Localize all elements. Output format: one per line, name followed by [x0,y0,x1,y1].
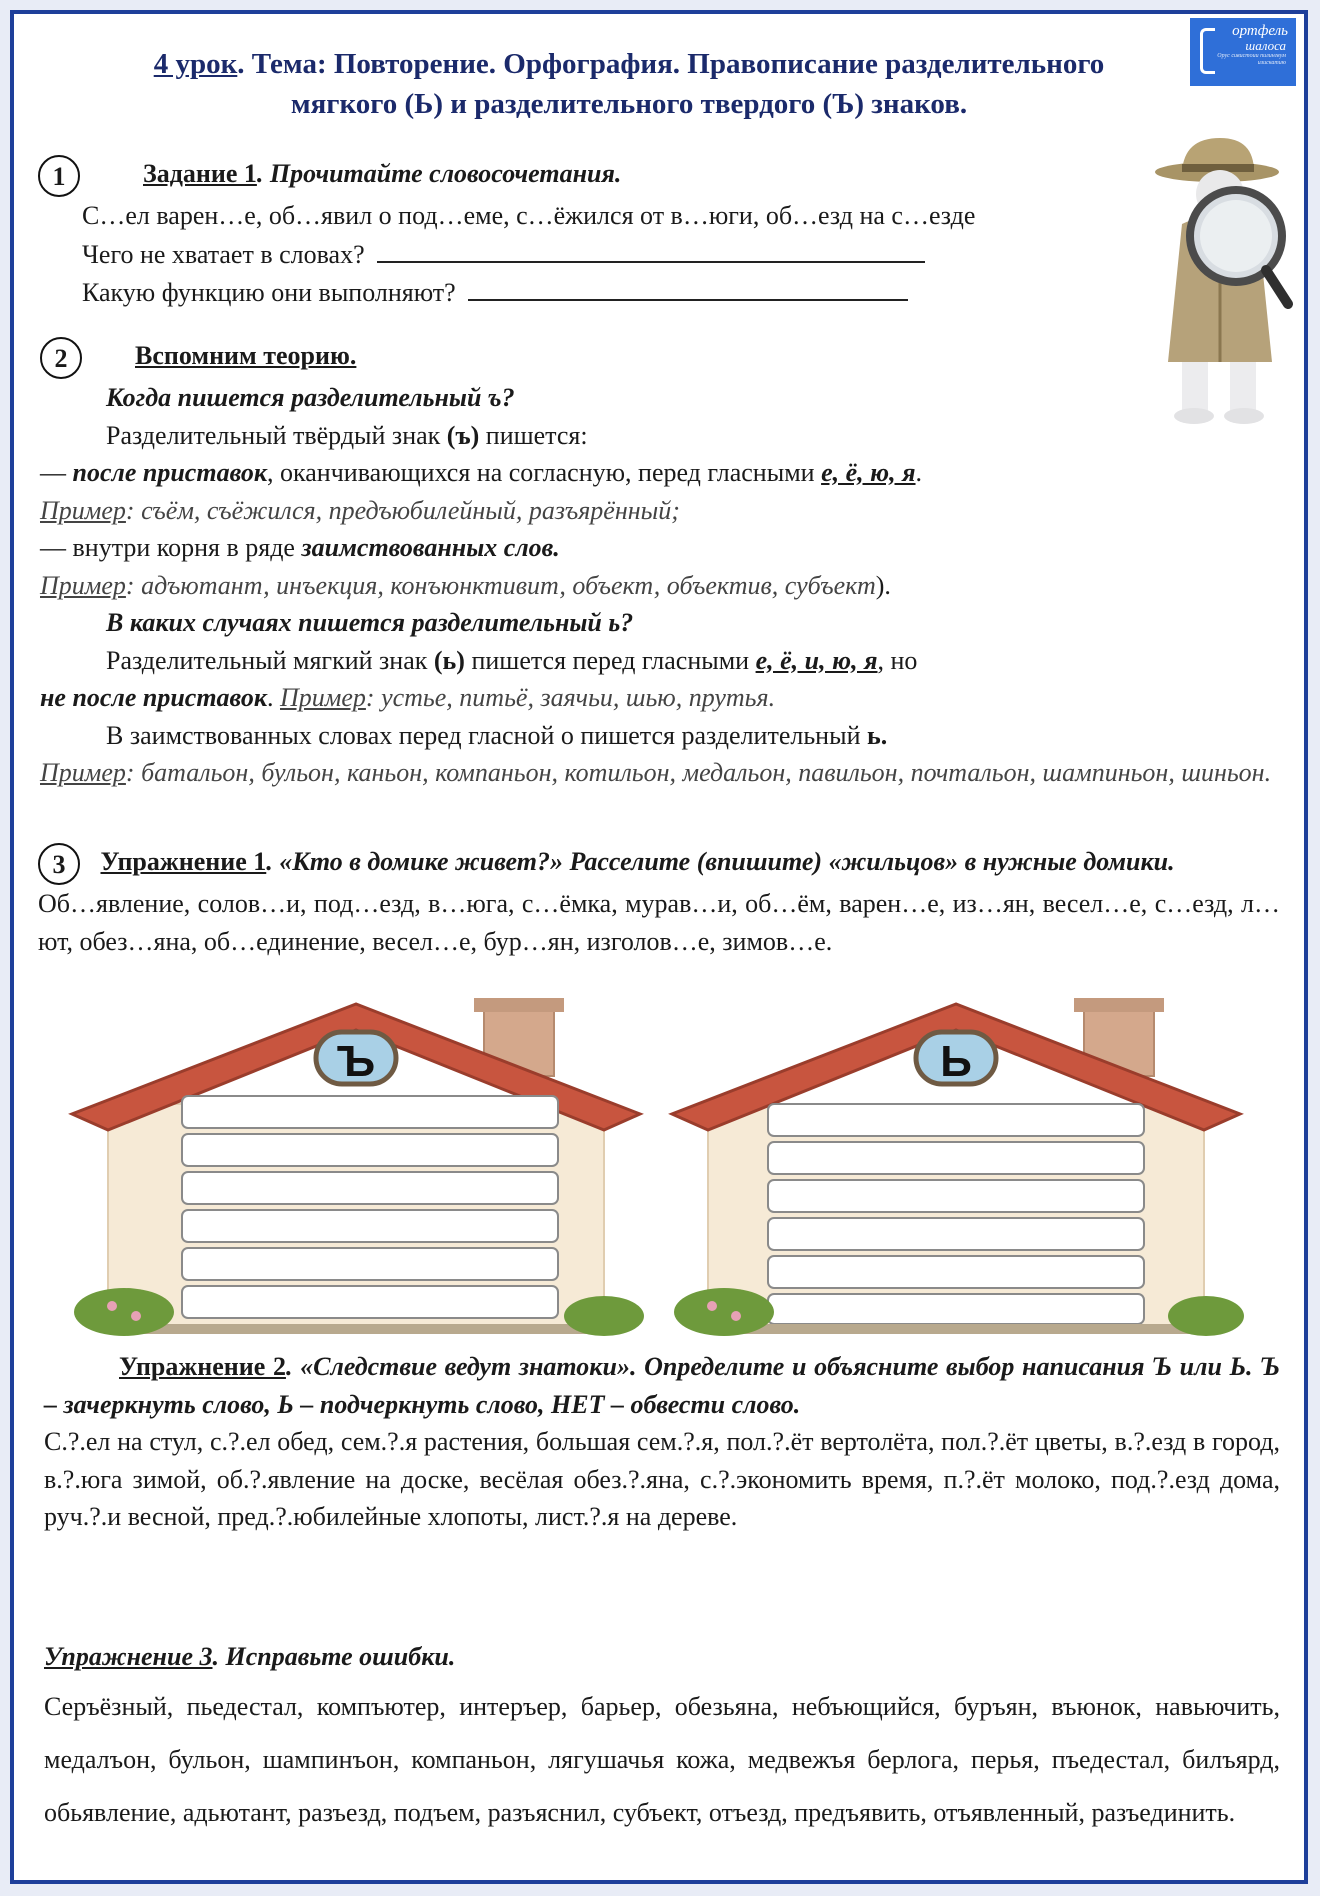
logo-line-1: ортфель [1232,23,1288,39]
rule-2-bold: заимствованных слов. [301,533,560,563]
exercise-2-instruction: . «Следствие ведут знатоки». Определите и объясните выбор написания Ъ или Ь. Ъ – зачеркнуть слово, Ь – подчеркнуть слово, НЕТ – обвести слово. [44,1352,1281,1419]
title-rest: . Тема: Повторение. Орфография. Правописание разделительного [237,48,1105,80]
exercise-3 [44,1638,1280,1839]
soft-intro: Разделительный мягкий знак [106,645,434,675]
logo-line-2: шалоса [1245,38,1286,53]
exercise-3-instruction: . Исправьте ошибки. [212,1642,456,1671]
house-right-sign: Ь [940,1037,972,1086]
house-soft-sign [664,994,1248,1338]
exercise-2-words: С.?.ел на стул, с.?.ел обед, сем.?.я растения, большая сем.?.я, пол.?.ёт вертолёта, пол.?.ёт цветы, в.?.езд в город, в.?.юга зимой, об.?.явление на доске, весёлая обез.?.яна, с.?.экономить время, п.?.ёт молоко, под.?.езд дома, руч.?.и весной, пред.?.юбилейные хлопоты, лист.?.я на дереве. [44,1427,1280,1531]
example-3: : устье, питьё, заячьи, шью, прутья. [365,683,776,713]
loanword-rule: В заимствованных словах перед гласной о пишется разделительный [106,720,867,750]
task-1-instruction: . Прочитайте словосочетания. [256,159,622,188]
house-left-sign: Ъ [336,1037,376,1086]
task-1-question-1: Чего не хватает в словах? [82,239,365,269]
example-label: Пример [40,495,126,525]
task-1-label: Задание 1 [143,159,257,188]
soft-sep: . [267,683,280,713]
soft-intro-2: пишется перед гласными [464,645,756,675]
hard-intro-end: пишется: [479,420,588,450]
exercise-3-words: Серъёзный, пьедестал, компъютер, интеръер, барьер, обезьяна, небъющийся, буръян, въюнок, навьючить, медалъон, бульон, шампинъон, компаньон, лягушачья кожа, медвежъя берлога, перья, пъедестал, билъярд, обьявление, адьютант, разъезд, подъем, разъяснил, субъект, отъезд, предъявить, отъявленный, разъединить. [44,1691,1280,1827]
exercise-1 [38,842,1280,960]
exercise-2-label: Упражнение 2 [119,1352,286,1381]
rule-2-text: — внутри корня в ряде [40,533,302,563]
rule-1-bold: после приставок [72,458,268,488]
title-line-2: мягкого (Ь) и разделительного твердого (Ъ) знаков. [290,88,968,120]
task-2-number: 2 [40,337,82,379]
page-title [44,44,1214,124]
lesson-number: 4 урок [153,48,238,80]
exercise-1-words: Об…явление, солов…и, под…езд, в…юга, с…ёмка, мурав…и, об…ём, варен…е, из…ян, весел…е, с…езд, л…ют, обез…яна, об…единение, весел…е, бур…ян, изголов…е, зимов…е. [38,889,1280,956]
example-2-end: ). [875,570,891,600]
rule-1-text: , оканчивающихся на согласную, перед гласными [267,458,822,488]
answer-line-1[interactable] [377,235,925,263]
soft-not-after-prefix: не после приставок [40,683,267,713]
rule-1-vowels: е, ё, ю, я [821,458,916,488]
exercise-1-label: Упражнение 1 [100,847,267,876]
logo-line-3: Орус сивистоии пилингвум изискатию [1217,53,1286,66]
task-1-phrases: С…ел варен…е, об…явил о под…еме, с…ёжился от в…юги, об…езд на с…езде [82,201,976,231]
example-label: Пример [280,683,366,713]
soft-intro-3: , но [877,645,918,675]
rule-1-dash: — [40,458,73,488]
hard-sign-symbol: (ъ) [446,420,480,450]
example-label: Пример [40,758,126,788]
soft-vowels: е, ё, и, ю, я [755,645,878,675]
task-2-label: Вспомним теорию. [135,341,357,370]
exercise-1-number: 3 [38,843,80,885]
exercise-1-instruction: . «Кто в домике живет?» Расселите (впишите) «жильцов» в нужные домики. [266,847,1175,876]
example-label: Пример [40,570,126,600]
example-4: : батальон, бульон, каньон, компаньон, котильон, медальон, павильон, почтальон, шампиньон, шиньон. [125,758,1272,788]
loanword-sign: ь. [866,720,888,750]
question-hard-sign: Когда пишется разделительный ъ? [106,383,515,413]
example-2: : адъютант, инъекция, конъюнктивит, объект, объектив, субъект [125,570,876,600]
worksheet-page [10,10,1308,1884]
task-1-question-2: Какую функцию они выполняют? [82,278,456,308]
house-hard-sign [64,994,648,1338]
task-1-number: 1 [38,155,80,197]
rule-1-end: . [915,458,923,488]
question-soft-sign: В каких случаях пишется разделительный ь? [106,608,634,638]
answer-line-2[interactable] [468,273,908,301]
task-1 [38,154,1148,312]
hard-intro: Разделительный твёрдый знак [106,420,447,450]
task-2 [40,336,1280,792]
soft-sign-symbol: (ь) [433,645,465,675]
exercise-2 [44,1348,1280,1536]
exercise-3-label: Упражнение 3 [44,1642,213,1671]
example-1: : съём, съёжился, предъюбилейный, разъярённый; [125,495,680,525]
